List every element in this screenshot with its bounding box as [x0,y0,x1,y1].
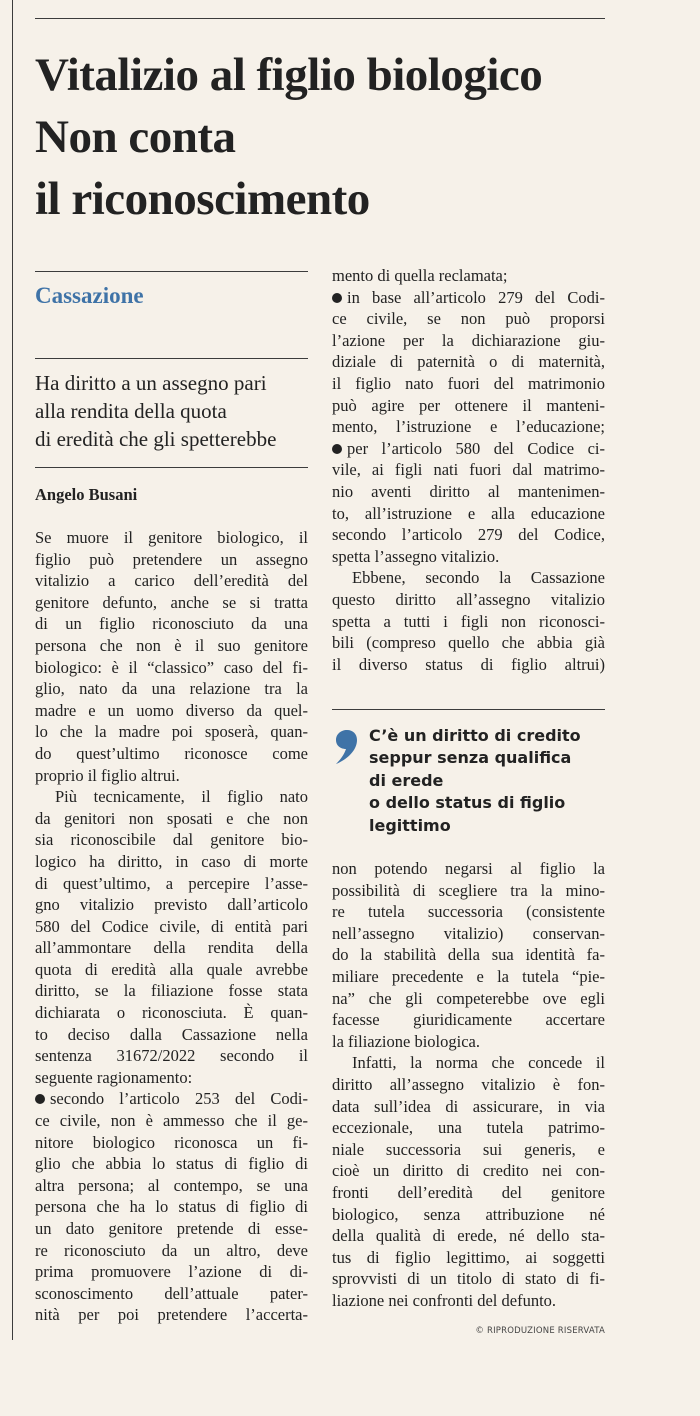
text-line: diritto, se la filiazione fosse stata [35,981,308,1001]
summary-line: alla rendita della quota [35,399,227,423]
text-line: spetta l’assegno vitalizio. [332,546,500,566]
headline [35,44,635,230]
text-line: persona che ha lo status di figlio di [35,1197,308,1217]
text-line: liazione nei confronti del defunto. [332,1290,557,1310]
text-line: da genitori non sposati e che non [35,808,308,828]
text-line: questo diritto all’assegno vitalizio [332,589,605,609]
text-line: il diverso status di figlio altrui) [332,654,605,674]
text-line: un dato genitore pretende di esse- [35,1219,308,1238]
text-line: mento, l’istruzione e l’educazione; [332,417,605,437]
text-line: vile, ai figli nati fuori dal matrimo- [332,460,605,480]
author-top-rule [35,467,308,468]
text-line: Infatti, la norma che concede il [352,1053,605,1073]
pull-quote-line: C’è un diritto di credito [369,726,581,745]
headline-line: Vitalizio al figlio biologico [35,49,543,101]
text-line: di quest’ultimo, a percepire l’asse- [35,873,308,893]
text-line: della qualità di erede, né dello sta- [332,1226,605,1246]
column-left [35,527,308,1326]
text-line: sentenza 31672/2022 secondo il [35,1046,308,1066]
text-line: diziale di paternità o di maternità, [332,352,605,372]
summary-top-rule [35,358,308,359]
headline-line: Non conta [35,111,236,163]
text-line: madre e un uomo diverso da quel- [35,700,308,720]
text-line: tus di figlio legittimo, ai soggetti [332,1247,605,1267]
text-line: glio, nato da una relazione tra la [35,679,308,699]
text-line: logico ha diritto, in caso di morte [35,851,308,871]
text-line: re tutela successoria (consistente [332,902,605,922]
text-line: 580 del Codice civile, di entità pari [35,916,308,936]
text-line: cioè un diritto di credito nei con- [332,1161,605,1181]
column-right-top [332,265,605,675]
text-line: non potendo negarsi al figlio la [332,859,605,878]
bullet-text: secondo l’articolo 253 del Codi- [50,1089,308,1109]
text-line: bili (compreso quello che abbia già [332,633,605,653]
text-line: di un figlio riconosciuto da una [35,614,308,634]
column-right-bottom [332,858,605,1311]
top-rule [35,18,605,19]
text-line: miliare precedente e la tutela “pie- [332,966,605,986]
text-line: altra persona; al contempo, se una [35,1175,308,1195]
text-line: l’azione per la dichiarazione giu- [332,330,605,350]
text-line: do la stabilità della sua identità fa- [332,945,605,965]
text-line: Più tecnicamente, il figlio nato [55,787,308,807]
text-line: nio aventi diritto al mantenimen- [332,481,605,501]
text-line: biologico, senza attribuzione né [332,1204,605,1224]
text-line: facesse giuridicamente accertare [332,1010,605,1030]
text-line: do quest’ultimo riconosce come [35,743,308,763]
text-line: possibilità di scegliere tra la mino- [332,880,605,900]
text-line: ce civile, se non può proporsi [332,309,605,329]
text-line: na” che gli competerebbe ove egli [332,988,605,1008]
text-line: genitore defunto, anche se si tratta [35,592,308,612]
bullet-icon [332,444,342,454]
text-line: spetta a tutti i figli non riconosci- [332,611,605,631]
text-line: gno vitalizio previsto dall’articolo [35,895,308,915]
summary [35,369,335,453]
text-line: eccezionale, una tutela patrimo- [332,1118,605,1138]
text-line: to deciso dalla Cassazione nella [35,1024,308,1044]
text-line: ce civile, non è ammesso che il ge- [35,1111,308,1131]
bullet-icon [35,1094,45,1104]
text-line: Se muore il genitore biologico, il [35,528,308,547]
text-line: figlio può pretendere un assegno [35,549,308,569]
author-byline: Angelo Busani [35,485,138,504]
text-line: vitalizio a carico dell’eredità del [35,571,308,591]
text-line: lo che la madre poi sposerà, quan- [35,722,308,742]
text-line: può agire per ottenere il manteni- [332,395,605,415]
quote-mark-icon [332,724,362,768]
section-label: Cassazione [35,283,144,308]
pull-quote-line: legittimo [369,815,451,835]
text-line: il figlio nato fuori del matrimonio [332,373,605,393]
bullet-icon [332,293,342,303]
copyright-notice: © RIPRODUZIONE RISERVATA [475,1326,605,1336]
pull-quote-line: o dello status di figlio [369,793,566,813]
text-line: seguente ragionamento: [35,1067,193,1087]
text-line: sconoscimento dell’attuale pater- [35,1283,308,1303]
text-line: biologico: è il “classico” caso del fi- [35,657,308,677]
text-line: re riconosciuto da un altro, deve [35,1240,308,1260]
summary-line: Ha diritto a un assegno pari [35,371,267,395]
text-line-bullet [35,1088,308,1110]
pull-quote-line: di erede [369,770,444,790]
text-line: secondo l’articolo 279 del Codice, [332,525,605,545]
text-line-bullet [332,438,605,460]
text-line: nitore biologico riconosca un fi- [35,1132,308,1152]
text-line: niale successoria sui generis, e [332,1139,605,1159]
text-line: mento di quella reclamata; [332,266,508,285]
pull-quote [369,725,581,837]
text-line: data sull’idea di assicurare, in via [332,1096,605,1116]
text-line: sprovvisti di un titolo di stato di fi- [332,1269,605,1289]
pull-quote-rule [332,709,605,710]
text-line: nell’assegno vitalizio) conservan- [332,923,605,943]
summary-line: di eredità che gli spetterebbe [35,427,277,451]
text-line: proprio il figlio altrui. [35,765,180,785]
text-line-bullet [332,287,605,309]
text-line: Ebbene, secondo la Cassazione [352,568,605,588]
text-line: fronti dell’eredità del genitore [332,1182,605,1202]
text-line: sia riconoscibile dal genitore bio- [35,830,308,850]
text-line: dichiarata o riconosciuta. È quan- [35,1003,308,1023]
text-line: prima promuovere l’azione di di- [35,1262,308,1282]
text-line: diritto all’assegno vitalizio è fon- [332,1074,605,1094]
text-line: glio che abbia lo status di figlio di [35,1154,308,1174]
pull-quote-line: seppur senza qualifica [369,748,572,768]
text-line: la filiazione biologica. [332,1031,480,1051]
headline-line: il riconoscimento [35,173,370,225]
text-line: quota di eredità alla quale avrebbe [35,959,308,979]
left-margin-rule [12,0,13,1340]
text-line: persona che non è il suo genitore [35,635,308,655]
section-top-rule [35,271,308,272]
text-line: all’ammontare della rendita della [35,938,308,958]
text-line: nità per poi pretendere l’accerta- [35,1305,308,1325]
bullet-text: in base all’articolo 279 del Codi- [347,287,605,307]
bullet-text: per l’articolo 580 del Codice ci- [347,438,605,458]
text-line: to, all’istruzione e alla educazione [332,503,605,523]
